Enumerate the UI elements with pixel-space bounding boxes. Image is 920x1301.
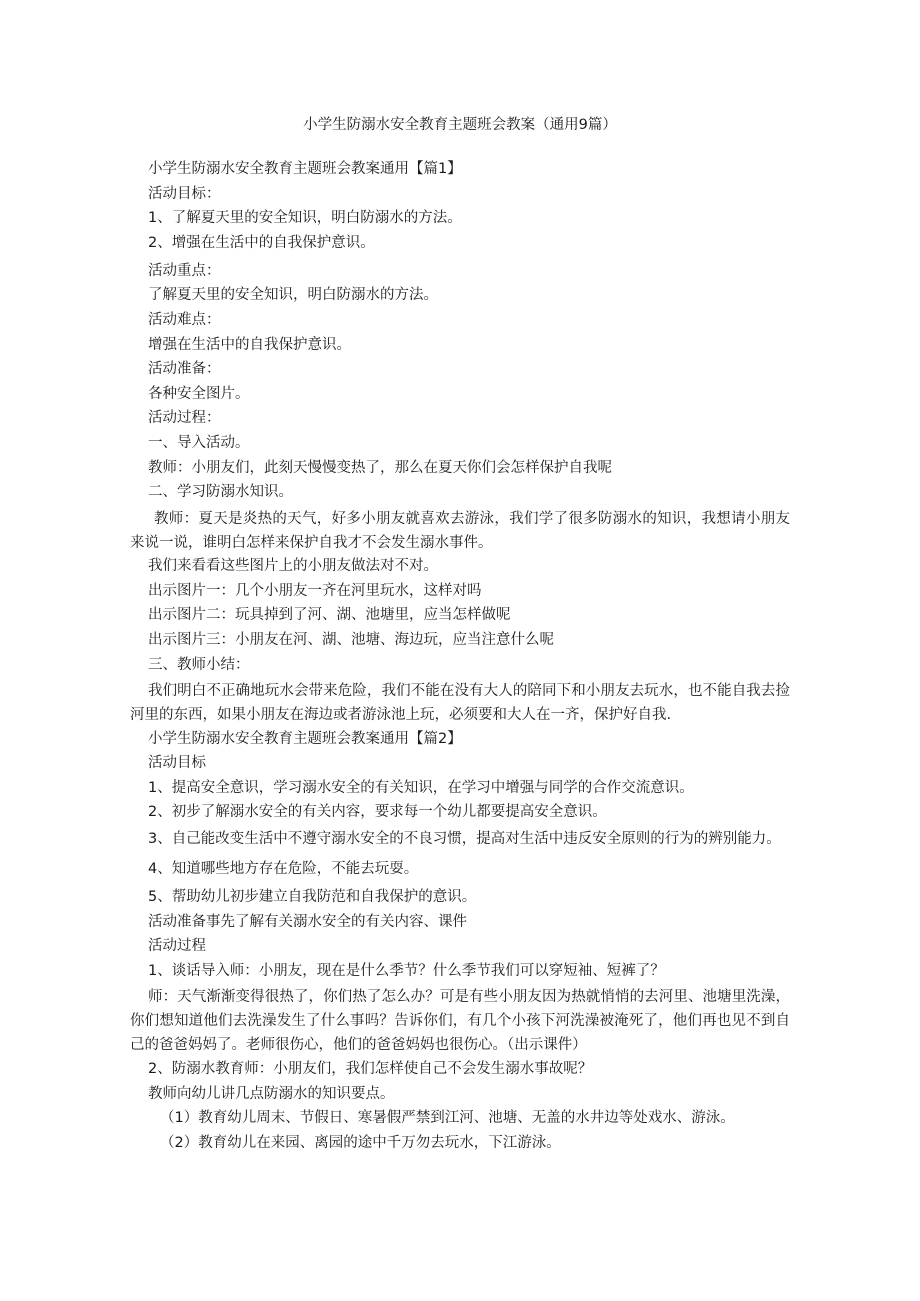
text-line: 活动目标： bbox=[148, 185, 221, 202]
text-paragraph: 师：天气渐渐变得很热了，你们热了怎么办？可是有些小朋友因为热就悄悄的去河里、池塘里洗澡，你们想知道他们去洗澡发生了什么事吗？告诉你们，有几个小孩下河洗澡被淹死了，他们再也见不到自己的爸爸妈妈了。老师很伤心，他们的爸爸妈妈也很伤心。（出示课件） bbox=[130, 989, 790, 1054]
text-line: 活动过程 bbox=[148, 938, 206, 955]
text-line: 1、谈话导入师：小朋友，现在是什么季节？什么季节我们可以穿短袖、短裤了？ bbox=[148, 962, 665, 979]
text-line: 出示图片二：玩具掉到了河、湖、池塘里，应当怎样做呢 bbox=[148, 607, 511, 624]
text-line: 了解夏天里的安全知识，明白防溺水的方法。 bbox=[148, 287, 438, 304]
text-line: 4、知道哪些地方存在危险，不能去玩耍。 bbox=[148, 861, 419, 878]
text-line: 活动准备事先了解有关溺水安全的有关内容、课件 bbox=[148, 913, 467, 930]
text-line: 2、初步了解溺水安全的有关内容，要求每一个幼儿都要提高安全意识。 bbox=[148, 804, 607, 821]
text-line: 教师：小朋友们，此刻天慢慢变热了，那么在夏天你们会怎样保护自我呢 bbox=[148, 459, 612, 476]
text-line: 二、学习防溺水知识。 bbox=[148, 484, 293, 501]
text-paragraph: 3、自己能改变生活中不遵守溺水安全的不良习惯，提高对生活中违反安全原则的行为的辨别能力。 bbox=[148, 831, 781, 848]
text-line: 活动准备： bbox=[148, 361, 221, 378]
text-line: 三、教师小结： bbox=[148, 656, 250, 673]
document-body bbox=[130, 159, 790, 1157]
section-heading-2: 小学生防溺水安全教育主题班会教案通用【篇2】 bbox=[148, 730, 462, 747]
text-line: 活动目标 bbox=[148, 755, 206, 772]
text-line: 1、提高安全意识，学习溺水安全的有关知识，在学习中增强与同学的合作交流意识。 bbox=[148, 779, 694, 796]
text-line: 我们来看看这些图片上的小朋友做法对不对。 bbox=[148, 558, 438, 575]
text-line: （1）教育幼儿周末、节假日、寒暑假严禁到江河、池塘、无盖的水井边等处戏水、游泳。 bbox=[160, 1110, 735, 1127]
text-line: 活动重点： bbox=[148, 262, 221, 279]
text-line: 教师向幼儿讲几点防溺水的知识要点。 bbox=[148, 1085, 395, 1102]
text-line: 各种安全图片。 bbox=[148, 385, 250, 402]
text-line: 2、防溺水教育师：小朋友们，我们怎样使自己不会发生溺水事故呢？ bbox=[148, 1060, 593, 1077]
text-paragraph: 我们明白不正确地玩水会带来危险，我们不能在没有大人的陪同下和小朋友去玩水，也不能自我去捡河里的东西，如果小朋友在海边或者游泳池上玩，必须要和大人在一齐，保护好自我. bbox=[130, 683, 790, 724]
text-line: 增强在生活中的自我保护意识。 bbox=[148, 336, 351, 353]
text-line: 活动过程： bbox=[148, 410, 221, 427]
text-line: （2）教育幼儿在来园、离园的途中千万勿去玩水，下江游泳。 bbox=[160, 1134, 561, 1151]
text-line: 出示图片三：小朋友在河、湖、池塘、海边玩，应当注意什么呢 bbox=[148, 632, 554, 648]
text-line: 2、增强在生活中的自我保护意识。 bbox=[148, 234, 375, 251]
text-line: 活动难点： bbox=[148, 311, 221, 328]
text-line: 出示图片一：几个小朋友一齐在河里玩水，这样对吗 bbox=[148, 582, 482, 599]
text-line: 5、帮助幼儿初步建立自我防范和自我保护的意识。 bbox=[148, 889, 477, 906]
text-paragraph: 教师：夏天是炎热的天气，好多小朋友就喜欢去游泳，我们学了很多防溺水的知识，我想请小朋友来说一说，谁明白怎样来保护自我才不会发生溺水事件。 bbox=[130, 510, 790, 551]
document-title: 小学生防溺水安全教育主题班会教案（通用9篇） bbox=[303, 117, 617, 133]
text-line: 一、导入活动。 bbox=[148, 434, 250, 451]
section-heading-1: 小学生防溺水安全教育主题班会教案通用【篇1】 bbox=[148, 161, 462, 177]
text-line: 1、了解夏天里的安全知识，明白防溺水的方法。 bbox=[148, 210, 462, 227]
